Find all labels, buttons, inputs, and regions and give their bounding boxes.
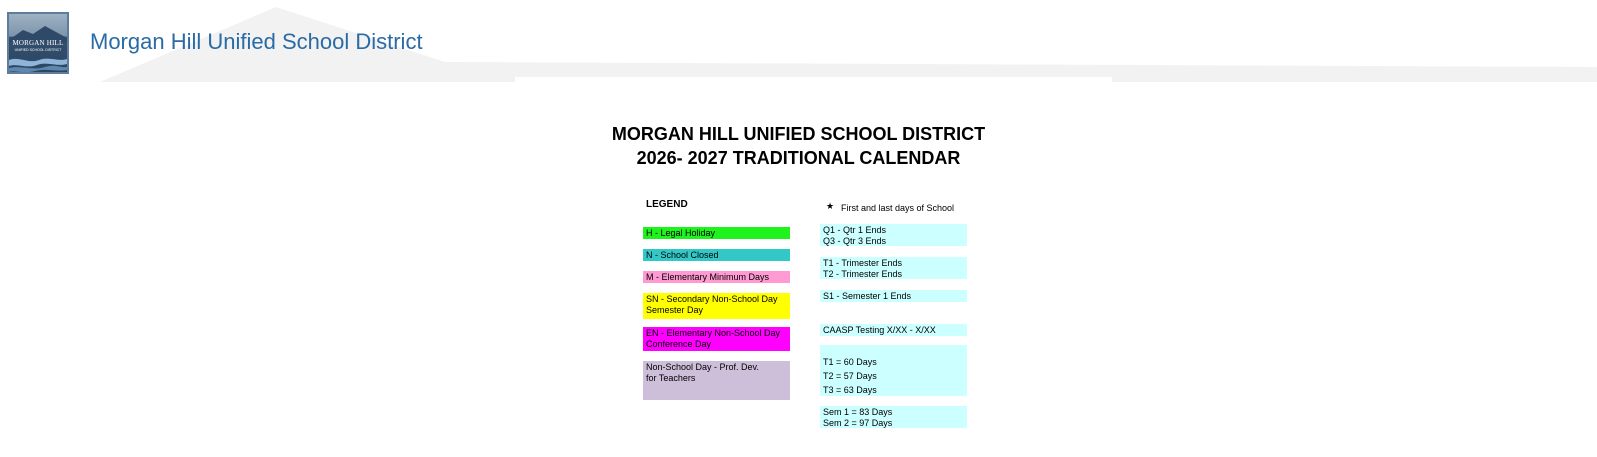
legend-item xyxy=(643,227,790,239)
note-item-text: T3 = 63 Days xyxy=(823,385,877,395)
note-item-text: T1 = 60 Days xyxy=(823,357,877,367)
logo-text: MORGAN HILL xyxy=(12,39,64,47)
note-item-text: T1 - Trimester Ends xyxy=(823,258,903,268)
district-logo[interactable] xyxy=(7,12,69,74)
site-title-link[interactable]: Morgan Hill Unified School District xyxy=(90,29,423,54)
note-item xyxy=(820,290,967,302)
legend-item xyxy=(643,327,790,351)
legend-item-text: EN - Elementary Non-School Day xyxy=(646,328,781,338)
star-icon: ★ xyxy=(826,201,835,211)
note-item-text: CAASP Testing X/XX - X/XX xyxy=(823,325,936,335)
note-item xyxy=(820,324,967,336)
note-item-text: Sem 1 = 83 Days xyxy=(823,407,893,417)
note-item-text: Q3 - Qtr 3 Ends xyxy=(823,236,887,246)
legend-heading: LEGEND xyxy=(646,199,688,210)
water-icon xyxy=(9,54,67,74)
note-item-text: S1 - Semester 1 Ends xyxy=(823,291,912,301)
note-item-text: T2 = 57 Days xyxy=(823,371,877,381)
note-item-text: Sem 2 = 97 Days xyxy=(823,418,893,428)
logo-subtext: UNIFIED SCHOOL DISTRICT xyxy=(14,48,62,52)
note-item xyxy=(820,406,967,428)
legend-item xyxy=(643,249,790,261)
star-note: First and last days of School xyxy=(841,203,955,213)
legend-item xyxy=(643,361,790,400)
legend-item xyxy=(643,293,790,319)
legend-item xyxy=(643,271,790,283)
note-item xyxy=(820,345,967,396)
note-item-text: Q1 - Qtr 1 Ends xyxy=(823,225,887,235)
note-item xyxy=(820,257,967,279)
document-subtitle: 2026- 2027 TRADITIONAL CALENDAR xyxy=(636,148,961,168)
site-header xyxy=(0,0,1597,82)
legend-item-text: SN - Secondary Non-School Day xyxy=(646,294,778,304)
legend-item-text: Semester Day xyxy=(646,305,704,315)
note-item xyxy=(820,224,967,246)
legend-item-text: H - Legal Holiday xyxy=(646,228,716,238)
legend-item-text: N - School Closed xyxy=(646,250,719,260)
legend-item-text: M - Elementary Minimum Days xyxy=(646,272,770,282)
legend-item-text: Conference Day xyxy=(646,339,712,349)
document-title: MORGAN HILL UNIFIED SCHOOL DISTRICT xyxy=(611,124,986,144)
note-item-text: T2 - Trimester Ends xyxy=(823,269,903,279)
legend-item-text: Non-School Day - Prof. Dev. xyxy=(646,362,759,372)
legend-item-text: for Teachers xyxy=(646,373,696,383)
